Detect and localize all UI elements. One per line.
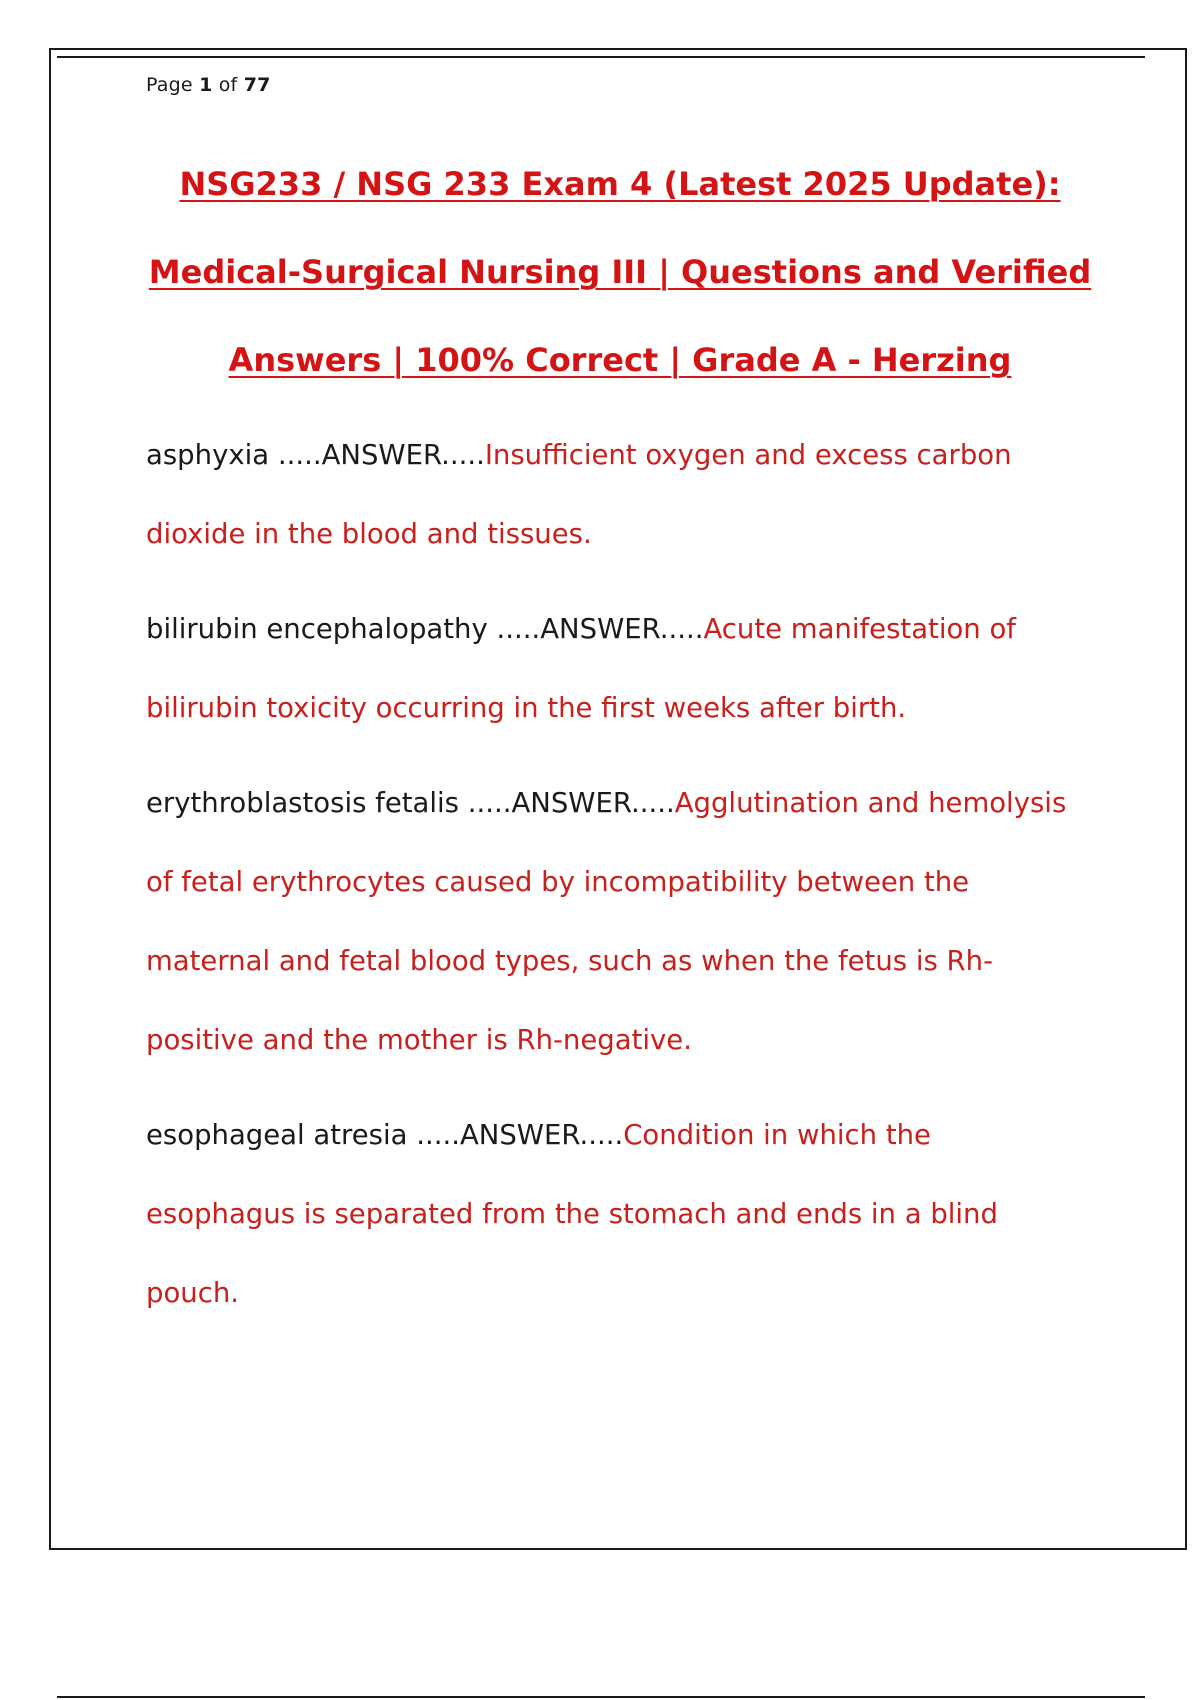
page-of: of [218,74,238,96]
qa-term: erythroblastosis fetalis [146,787,468,819]
qa-item [146,764,1076,1080]
qa-item [146,416,1076,574]
title-line-3: Answers | 100% Correct | Grade A - Herzing [228,341,1012,379]
page-label: Page [146,74,193,96]
page-total: 77 [243,74,271,96]
qa-item [146,590,1076,748]
qa-term: esophageal atresia [146,1119,417,1151]
page-indicator [146,74,271,96]
qa-definition: Condition in which the esophagus is separated from the stomach and ends in a blind pouch. [146,1119,998,1309]
title-line-2: Medical-Surgical Nursing III | Questions and Verified [148,253,1092,291]
document-title [120,140,1120,404]
qa-term: asphyxia [146,439,278,471]
qa-term: bilirubin encephalopathy [146,613,497,645]
qa-item [146,1096,1076,1333]
title-line-1: NSG233 / NSG 233 Exam 4 (Latest 2025 Update): [179,165,1061,203]
answer-separator: .....ANSWER..... [496,613,704,645]
footer-rule [57,1696,1145,1698]
qa-definition: Acute manifestation of bilirubin toxicity occurring in the first weeks after birth. [146,613,1016,724]
header-rule [57,56,1145,58]
qa-list [146,416,1076,1349]
page-current: 1 [199,74,213,96]
answer-separator: .....ANSWER..... [277,439,485,471]
qa-definition: Agglutination and hemolysis of fetal erythrocytes caused by incompatibility between the maternal and fetal blood types, such as when the fetus is Rh-positive and the mother is Rh-negative. [146,787,1067,1056]
answer-separator: .....ANSWER..... [416,1119,624,1151]
answer-separator: .....ANSWER..... [467,787,675,819]
qa-definition: Insufficient oxygen and excess carbon dioxide in the blood and tissues. [146,439,1012,550]
